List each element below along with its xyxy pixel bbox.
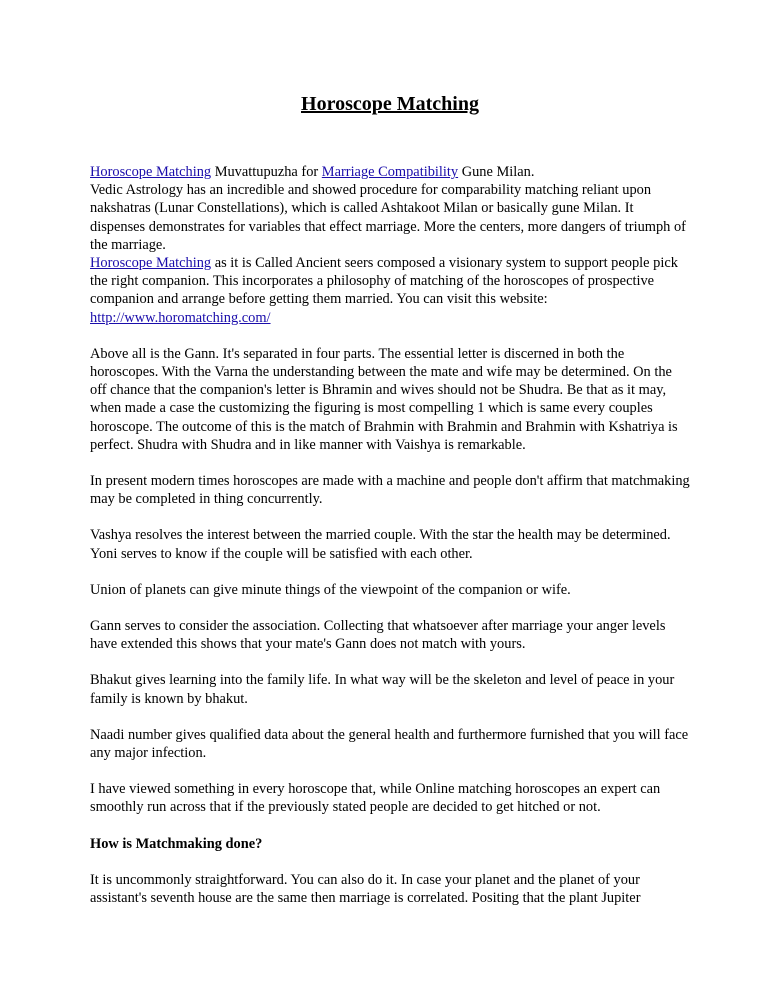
intro-body: Vedic Astrology has an incredible and showed procedure for comparability matching reliant upon nakshatras (Lunar Constellations), which is called Ashtakoot Milan or basically gune Milan. It dispenses demonstrates for variables that effect marriage. More the centers, more dangers of triumph of the marriage. [90,182,686,253]
paragraph-gann-association: Gann serves to consider the association. Collecting that whatsoever after marriage your anger levels have extended this shows that your mate's Gann does not match with yours. [90,618,666,653]
website-url-link[interactable]: http://www.horomatching.com/ [90,309,271,326]
section-heading: How is Matchmaking done? [90,835,263,852]
paragraph-naadi: Naadi number gives qualified data about the general health and furthermore furnished that you will face any major infection. [90,726,689,762]
intro-text-1: Muvattupuzha for [211,164,322,180]
paragraph-modern-times: In present modern times horoscopes are made with a machine and people don't affirm that matchmaking may be completed in thing concurrently. [90,473,690,508]
intro-paragraph [90,163,690,327]
intro-text-2: Gune Milan. [458,164,535,180]
paragraph-bhakut: Bhakut gives learning into the family life. In what way will be the skeleton and level of peace in your family is known by bhakut. [90,672,675,707]
marriage-compatibility-link[interactable]: Marriage Compatibility [321,164,459,180]
intro-text-3: as it is Called Ancient seers composed a visionary system to support people pick the right companion. This incorporates a philosophy of matching of the horoscopes of prospective companion and arrange before getting them married. You can visit this website: [90,255,678,308]
paragraph-vashya: Vashya resolves the interest between the married couple. With the star the health may be determined. Yoni serves to know if the couple will be satisfied with each other. [90,527,671,562]
page-title: Horoscope Matching [301,93,479,115]
paragraph-online-matching: I have viewed something in every horoscope that, while Online matching horoscopes an expert can smoothly run across that if the previously stated people are decided to get hitched or not. [90,781,661,816]
horoscope-matching-link-2[interactable]: Horoscope Matching [90,255,212,272]
paragraph-straightforward: It is uncommonly straightforward. You can also do it. In case your planet and the planet of your assistant's seventh house are the same then marriage is correlated. Positing that the plant Jupiter [90,871,641,907]
horoscope-matching-link[interactable]: Horoscope Matching [90,164,212,180]
paragraph-gann: Above all is the Gann. It's separated in four parts. The essential letter is discerned in both the horoscopes. With the Varna the understanding between the mate and wife may be determined. On the off chance that the companion's letter is Bhramin and wives should not be Shudra. Be that as it may, when made a case the customizing the figuring is most compelling 1 which is same every couples horoscope. The outcome of this is the match of Brahmin with Brahmin and Brahmin with Kshatriya is perfect. Shudra with Shudra and in like manner with Vaishya is remarkable. [90,345,678,453]
document-page [90,92,690,925]
paragraph-union-planets: Union of planets can give minute things of the viewpoint of the companion or wife. [90,581,571,598]
